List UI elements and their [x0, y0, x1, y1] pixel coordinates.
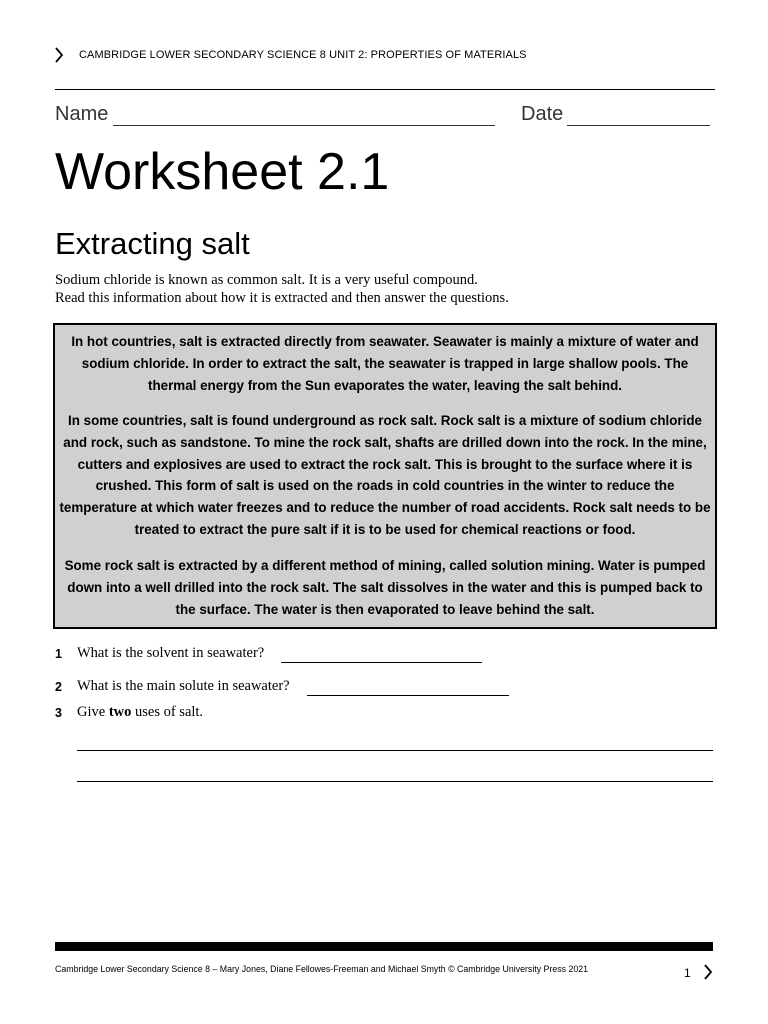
question-number: 2: [55, 680, 62, 694]
date-field[interactable]: [567, 125, 710, 126]
question-text: What is the main solute in seawater?: [77, 678, 290, 694]
question-text-part: Give: [77, 704, 109, 720]
name-date-row: [55, 103, 715, 129]
question-number: 3: [55, 706, 62, 720]
question-text: [77, 704, 203, 721]
name-field[interactable]: [113, 125, 495, 126]
intro-text: [55, 271, 509, 307]
worksheet-subtitle: Extracting salt: [55, 226, 250, 261]
question-text: What is the solvent in seawater?: [77, 645, 265, 661]
question-emphasis: two: [108, 704, 132, 720]
header-divider: [55, 89, 715, 90]
name-label: Name: [55, 103, 109, 125]
info-box: [53, 323, 717, 629]
info-paragraph: In hot countries, salt is extracted directly from seawater. Seawater is mainly a mixture of water and sodium chloride. In order to extract the salt, the seawater is trapped in large shallow pools. The thermal energy from the Sun evaporates the water, leaving the salt behind.: [71, 334, 699, 393]
question-number: 1: [55, 647, 62, 661]
page-number: 1: [684, 966, 691, 980]
info-paragraph: In some countries, salt is found underground as rock salt. Rock salt is a mixture of sodium chloride and rock, such as sandstone. To mine the rock salt, shafts are drilled down into the rock. In the mine, cutters and explosives are used to extract the rock salt. This is brought to the surface where it is crushed. This form of salt is used on the roads in cold countries in the winter to reduce the temperature at which water freezes and to reduce the number of road accidents. Rock salt needs to be treated to extract the pure salt if it is to be used for chemical reactions or food.: [59, 413, 711, 537]
answer-field-1[interactable]: [281, 662, 482, 663]
worksheet-title: Worksheet 2.1: [55, 143, 390, 201]
footer-bar: [55, 942, 713, 951]
intro-line: Read this information about how it is extracted and then answer the questions.: [55, 290, 509, 306]
answer-field-3a[interactable]: [77, 750, 713, 751]
answer-field-2[interactable]: [307, 695, 509, 696]
chevron-right-icon: [52, 45, 66, 65]
footer-credit: Cambridge Lower Secondary Science 8 – Mary Jones, Diane Fellowes-Freeman and Michael Smyth © Cambridge University Press 2021: [55, 964, 589, 974]
running-header: CAMBRIDGE LOWER SECONDARY SCIENCE 8 UNIT 2: PROPERTIES OF MATERIALS: [79, 49, 527, 61]
answer-field-3b[interactable]: [77, 781, 713, 782]
chevron-right-icon[interactable]: [702, 963, 714, 981]
intro-line: Sodium chloride is known as common salt. It is a very useful compound.: [55, 272, 478, 288]
date-label: Date: [521, 103, 564, 125]
info-paragraph: Some rock salt is extracted by a different method of mining, called solution mining. Water is pumped down into a well drilled into the rock salt. The salt dissolves in the water and this is pumped back to the surface. The water is then evaporated to leave behind the salt.: [64, 558, 706, 617]
question-text-part: uses of salt.: [131, 704, 204, 720]
